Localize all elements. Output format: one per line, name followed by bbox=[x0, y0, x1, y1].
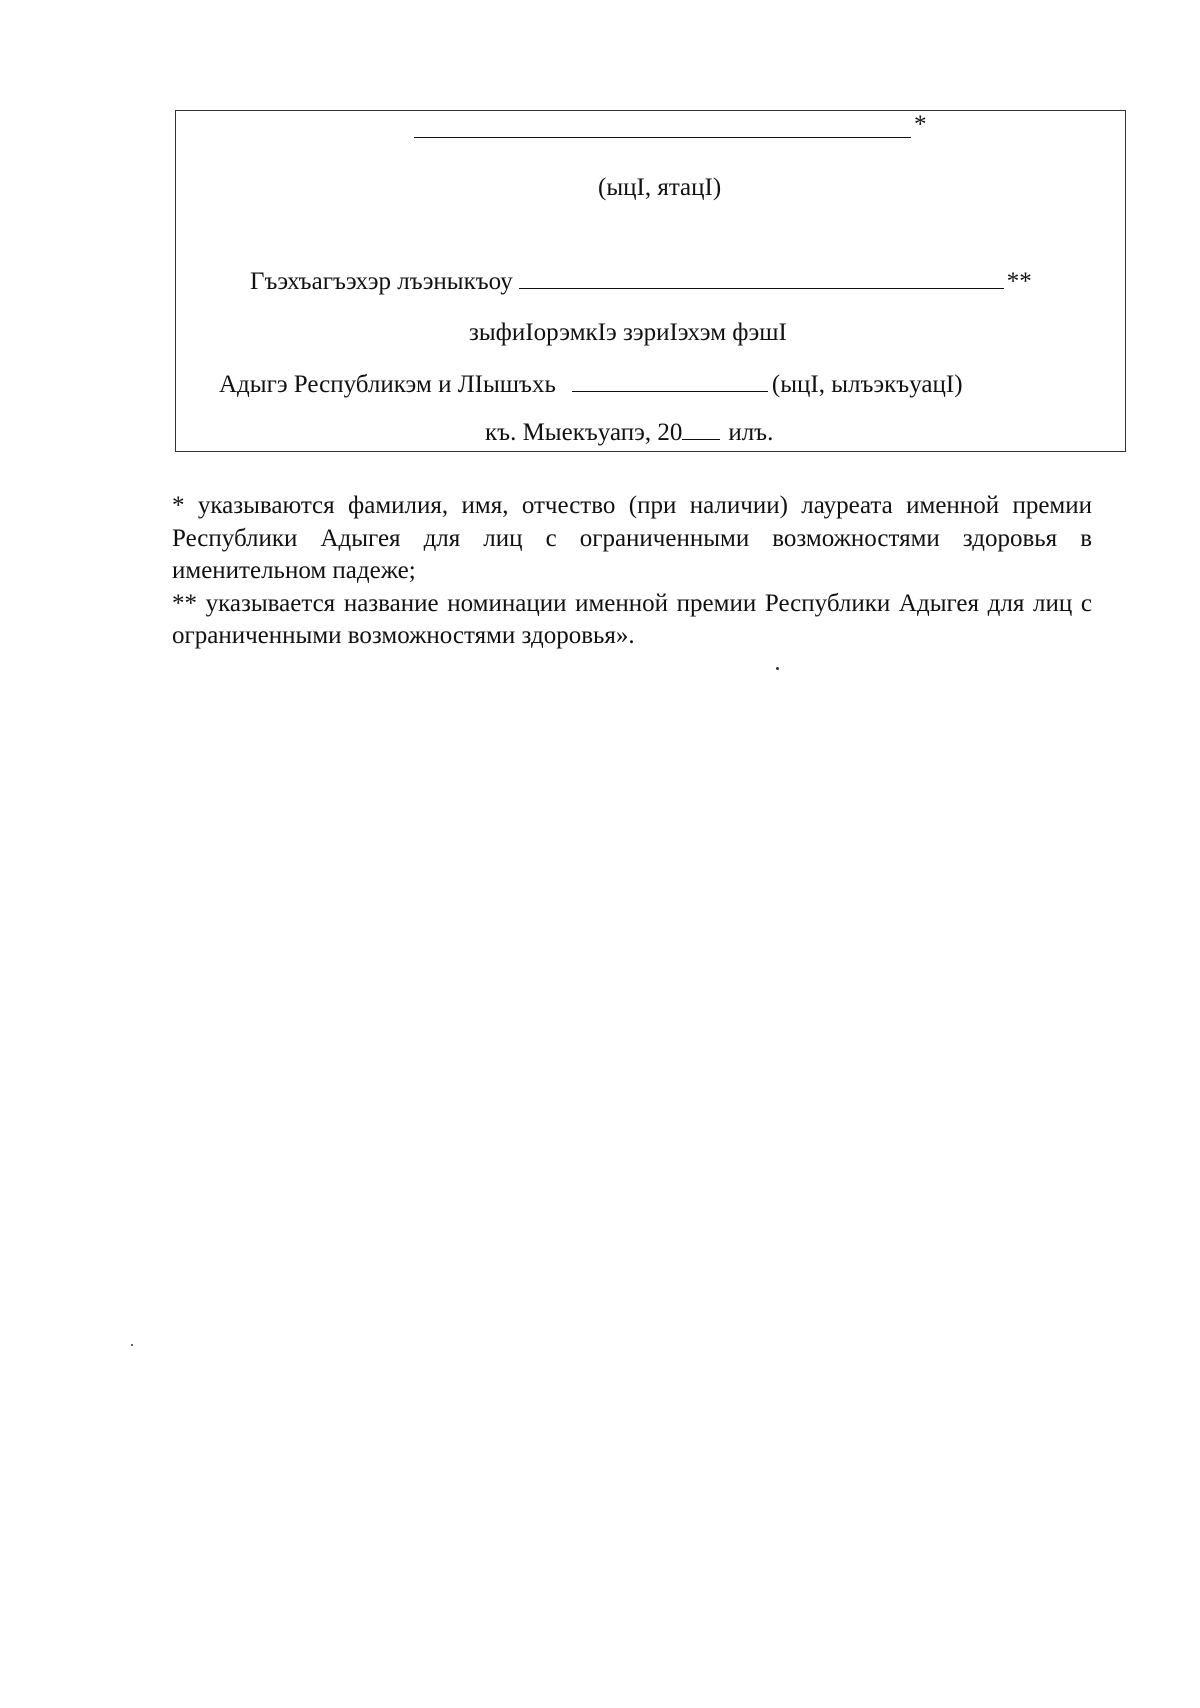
scan-speck bbox=[131, 1344, 133, 1346]
year-blank bbox=[682, 417, 720, 440]
footnotes bbox=[172, 490, 1092, 653]
certificate-form bbox=[175, 110, 1126, 452]
place-date-line bbox=[485, 417, 773, 448]
award-line: зыфиIорэмкIэ зэриIэхэм фэшI bbox=[469, 319, 787, 346]
signature-line bbox=[219, 369, 963, 400]
nomination-blank bbox=[519, 266, 1004, 289]
name-marker: * bbox=[914, 111, 927, 138]
signature-prefix: Адыгэ Республикэм и ЛIышъхь bbox=[219, 371, 556, 398]
place-date-suffix: илъ. bbox=[728, 419, 774, 446]
name-line bbox=[414, 111, 927, 146]
nomination-marker: ** bbox=[1006, 268, 1032, 295]
place-date-prefix: къ. Мыекъуапэ, 20 bbox=[485, 419, 683, 446]
scan-speck bbox=[776, 667, 779, 670]
nomination-prefix: Гъэхъагъэхэр лъэныкъоу bbox=[250, 268, 513, 295]
nomination-line bbox=[250, 266, 1032, 297]
name-blank bbox=[414, 115, 911, 138]
signature-caption: (ыцI, ылъэкъуацI) bbox=[771, 371, 963, 398]
signature-blank bbox=[572, 369, 768, 392]
footnote-name: * указываются фамилия, имя, отчество (при наличии) лауреата именной премии Республики Адыгея для лиц с ограниченными возможностями здоровья в именительном падеже; bbox=[172, 492, 1092, 584]
footnote-nomination: ** указывается название номинации именной премии Республики Адыгея для лиц с ограниченными возможностями здоровья». bbox=[172, 589, 1092, 649]
name-caption: (ыцI, ятацI) bbox=[598, 174, 722, 201]
